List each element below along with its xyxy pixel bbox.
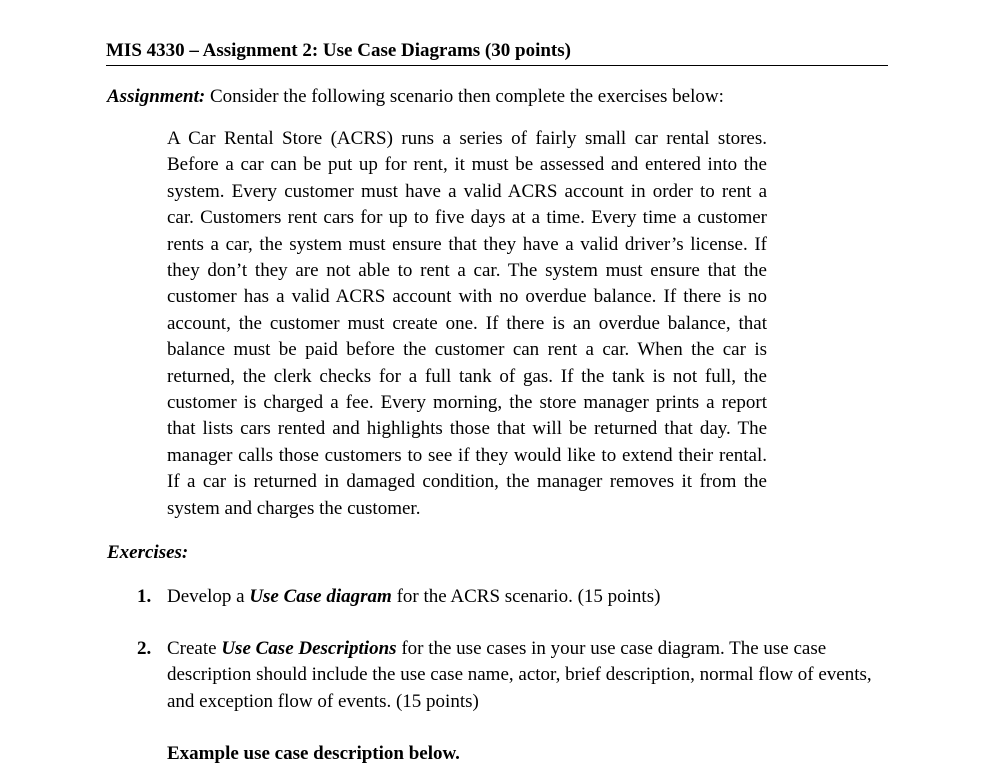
exercise-text-post: for the use cases in your use case diagram. The use case description should include the use case name, actor, brief description, normal flow of events, and exception flow of events. (15 points) xyxy=(167,638,872,712)
assignment-text: Consider the following scenario then complete the exercises below: xyxy=(205,86,724,107)
exercise-text xyxy=(167,636,877,715)
exercise-text xyxy=(167,584,877,610)
exercise-text-post: for the ACRS scenario. (15 points) xyxy=(391,586,661,607)
exercise-item-2 xyxy=(137,636,877,715)
assignment-label: Assignment: xyxy=(107,86,206,107)
page-title: MIS 4330 – Assignment 2: Use Case Diagrams (30 points) xyxy=(106,40,571,61)
exercise-item-1 xyxy=(137,584,877,610)
assignment-intro xyxy=(107,85,724,109)
exercise-emphasis: Use Case Descriptions xyxy=(221,638,397,659)
exercise-number: 1. xyxy=(137,586,152,607)
example-note: Example use case description below. xyxy=(167,743,460,764)
exercise-text-pre: Create xyxy=(167,638,222,659)
exercise-text-pre: Develop a xyxy=(167,586,250,607)
exercise-emphasis: Use Case diagram xyxy=(249,586,392,607)
scenario-paragraph: A Car Rental Store (ACRS) runs a series of fairly small car rental stores. Before a car can be put up for rent, it must be assessed and entered into the system. Every customer must have a valid ACRS account in order to rent a car. Customers rent cars for up to five days at a time. Every time a customer rents a car, the system must ensure that they have a valid driver’s license. If they don’t they are not able to rent a car. The system must ensure that the customer has a valid ACRS account with no overdue balance. If there is no account, the customer must create one. If there is an overdue balance, that balance must be paid before the customer can rent a car. When the car is returned, the clerk checks for a full tank of gas. If the tank is not full, the customer is charged a fee. Every morning, the store manager prints a report that lists cars rented and highlights those that will be returned that day. The manager calls those customers to see if they would like to extend their rental. If a car is returned in damaged condition, the manager removes it from the system and charges the customer. xyxy=(167,128,767,519)
exercises-heading: Exercises: xyxy=(107,542,189,563)
page-header xyxy=(106,39,888,66)
exercise-number: 2. xyxy=(137,638,152,659)
